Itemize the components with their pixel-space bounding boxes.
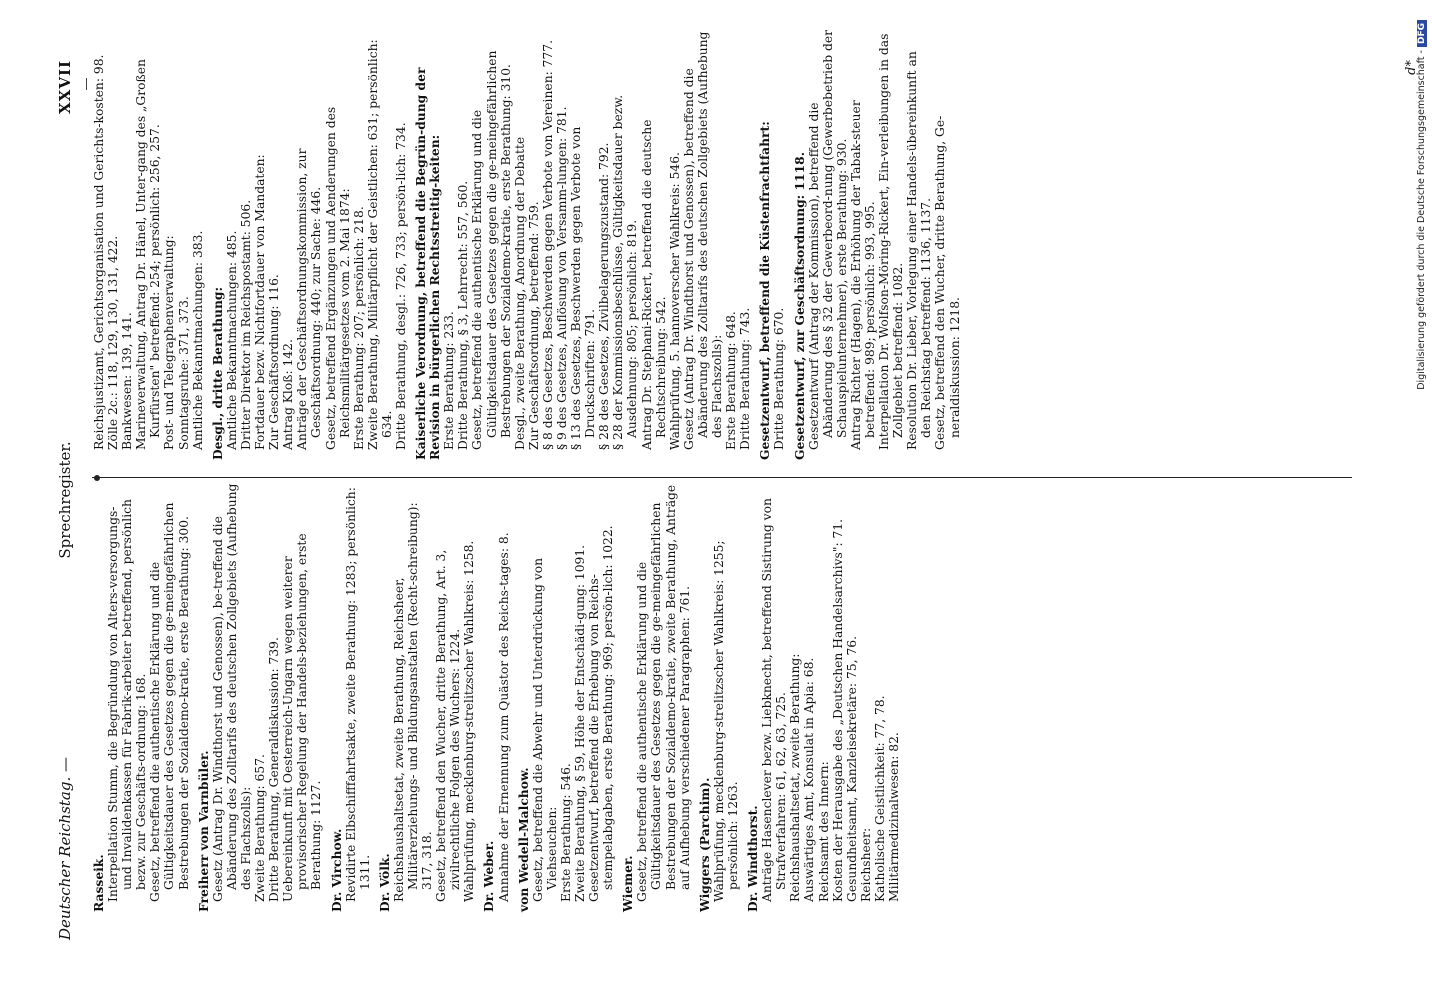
entry-heading: Dr. Windthorst. [745,805,761,912]
entry-line: Dritte Berathung: 743. [738,307,753,450]
entry-line: Gesetz, betreffend die Abwehr und Unterdrückung von Viehseuchen: [530,557,559,902]
running-head [56,60,86,940]
register-entry [414,28,752,460]
running-head-center: Sprechregister. [56,441,74,559]
register-entry [92,480,191,912]
entry-heading: Dr. Virchow. [328,828,344,912]
entry-line: Fortdauer bezw. Nichtfortdauer von Mandaten: [253,154,268,450]
entry-line: Auswärtiges Amt, Konsulat in Apia: 68. [802,657,817,902]
entry-line: Anträge der Geschäftsordnungskommission, zur Geschäftsordnung: 440; zur Sache: 446. [295,148,324,450]
entry-line: Sonntagsruhe: 371, 373. [176,296,191,450]
entry-line: Interpellation Stumm, die Begründung von Alters-versorgungs- und Invalidenkassen für Fabrik-arbeiter betreffend, persönlich bezw. zur Geschäfts-ordnung: 168. [106,499,149,902]
entry-line: Post- und Telegraphenverwaltung: [162,235,177,450]
register-entry [482,480,510,912]
entry-line: § 9 des Gesetzes, Auflösung von Versamm-lungen: 781. [555,106,569,450]
entry-line: Gesetz, betreffend den Wucher, dritte Berathung, Ge-neraldiskussion: 1218. [933,115,962,450]
entry-line: Dritte Berathung, desgl.: 726, 733; persön-lich: 734. [393,122,408,450]
entry-line: § 28 der Kommissionsbeschlüsse, Gültigkeitsdauer bezw. Ausdehnung: 805; persönlich: 819. [611,94,640,450]
entry-line: Gesetz, betreffend Ergänzungen und Aenderungen des Reichsmilitärgesetzes vom 2. Mai 1874: [323,106,352,450]
right-column [92,28,968,460]
entry-heading: Gesetzentwurf, betreffend die Küstenfrachtfahrt: [757,121,773,460]
entry-heading: Wiemer. [620,855,636,912]
entry-line: § 28 des Gesetzes, Zivilbelagerungszustand: 792. [597,142,612,450]
register-entry [517,480,616,912]
entry-line: Erste Berathung: 207; persönlich: 218. [351,206,366,450]
register-entry [746,480,901,912]
entry-line: Gesundheitsamt, Kanzleisekretäre: 75, 76. [844,635,859,902]
entry-line: Kosten der Herausgabe des „Deutschen Handelsarchivs": 71. [830,518,845,902]
entry-heading: Kaiserliche Verordnung, betreffend die Begrün-dung der Revision in bürgerlichen Rechtsstreitig-keiten: [413,67,443,460]
entry-line: § 13 des Gesetzes, Beschwerden gegen Verbote von Druckschriften: 791. [569,126,598,450]
entry-line: Amtliche Bekanntmachungen: 383. [190,230,205,450]
entry-line: Wahlprüfung, mecklenburg-strelitzscher Wahlkreis: 1258. [462,540,477,902]
entry-line: Dritte Berathung, Generaldiskussion: 739. [267,637,282,902]
entry-line: Amtliche Bekanntmachungen: 485. [224,230,239,450]
entry-line: Gesetz, betreffend die authentische Erklärung und die Gültigkeitsdauer des Gesetzes gegen die ge-meingefährlichen Bestrebungen der Sozialdemo-kratie, erste Berathung: 300. [148,502,191,902]
entry-line: Marineverwaltung, Antrag Dr. Hänel, Unter-gang des „Großen Kurfürsten" betreffend: 254; persönlich: 256, 257. [134,59,163,450]
column-rule-dot [94,475,100,481]
dfg-credit-text: Digitalisierung gefördert durch die Deutsche Forschungsgemeinschaft - [1416,50,1427,390]
entry-line: Antrag Richter (Hagen), die Erhöhung der Tabak-steuer betreffend: 989; persönlich: 993, 995. [848,100,877,450]
entry-line: Desgl., zweite Berathung, Anordnung der Debatte [512,136,527,450]
entry-line: Gesetz, betreffend die authentische Erklärung und die Gültigkeitsdauer des Gesetzes gegen die ge-meingefährlichen Bestrebungen der Sozialdemo-kratie, erste Berathung: 310. [470,50,513,450]
register-entry [378,480,477,912]
entry-line: Zur Geschäftsordnung, betreffend: 759. [526,201,541,450]
entry-line: Zweite Berathung, § 59, Höhe der Entschädi-gung: 1091. [573,544,587,902]
entry-line: Erste Berathung: 233. [442,311,457,450]
dfg-badge: DFG [1417,20,1427,47]
register-entry [92,28,205,460]
entry-heading: Desgl., dritte Berathung: [209,286,225,460]
entry-line: Dritte Berathung, § 3, Lehrrecht: 557, 560. [456,180,471,450]
entry-line: Annahme der Ernennung zum Quästor des Reichs-tages: 8. [496,532,511,902]
entry-line: Anträge Hasenclever bezw. Liebknecht, betreffend Sistirung von Strafverfahren: 61, 62, 63, 725. [760,498,789,902]
entry-heading: Wiggers (Parchim). [696,777,712,912]
entry-line: Wahlprüfung, mecklenburg-strelitzscher Wahlkreis: 1255; persönlich: 1263. [711,540,740,902]
running-head-left: Deutscher Reichstag. — [56,756,74,940]
entry-line: Gesetzentwurf (Antrag der Kommission), betreffend die Abänderung des § 32 der Gewerbeord-nung (Gewerbebetrieb der Schauspielunternehmer), erste Berathung: 930. [806,29,849,450]
entry-line: Reichshaushaltsetat, zweite Berathung: [788,653,803,902]
entry-line: Uebereinkunft mit Oesterreich-Ungarn wegen weiterer provisorischer Regelung der Handels-beziehungen, erste Berathung: 1127. [281,533,324,902]
entry-heading: Freiherr von Varnbüler. [195,750,211,912]
entry-heading: Dr. Völk. [376,853,392,912]
entry-line: Reichsamt des Innern: [816,761,831,902]
register-entry [621,480,691,912]
register-entry [793,28,962,460]
entry-line: § 8 des Gesetzes, Beschwerden gegen Verbote von Vereinen: 777. [540,39,555,450]
entry-line: Zölle 2c.: 118, 129, 130, 131, 422. [106,235,121,450]
signature-mark: d* [1404,60,1419,75]
entry-line: Reichsheer: [858,827,873,902]
entry-line: Antrag Kloß: 142. [281,339,296,450]
entry-line: Katholische Geistlichkeit: 77, 78. [872,695,887,902]
left-column [92,480,907,912]
entry-line: Interpellation Dr. Wolfson-Möring-Rickert, Ein-verleibungen in das Zollgebiet betreffend: 1082. [877,33,906,450]
entry-heading: Rasseik. [91,854,106,912]
register-entry [211,28,408,460]
entry-line: Gesetz, betreffend den Wucher, dritte Berathung, Art. 3, zivilrechtliche Folgen des Wuchers: 1224. [434,549,463,902]
column-rule [92,477,1352,478]
entry-heading: von Wedell-Malchow. [515,767,531,912]
entry-heading: Dr. Weber. [481,840,497,912]
register-entry [698,480,740,912]
entry-line: Dritte Berathung: 670. [772,307,787,450]
entry-line: Erste Berathung: 648. [724,311,739,450]
entry-line: Zweite Berathung, Militärpflicht der Geistlichen: 631; persönlich: 634. [365,39,394,450]
entry-line: Gesetz (Antrag Dr. Windthorst und Genossen), be-treffend die Abänderung des Zolltarifs des deutschen Zollgebiets (Aufhebung des Flachszolls): [210,483,253,902]
dfg-credit-line [1416,20,1430,1000]
entry-heading: Gesetzentwurf, zur Geschäftsordnung: 1118. [791,151,807,460]
entry-line: Dritter Direktor im Reichspostamt: 506. [238,199,253,450]
entry-line: Zweite Berathung: 657. [253,754,268,902]
entry-line: Erste Berathung: 546. [558,763,573,902]
page-number-underline [86,78,87,90]
entry-line: Wahlprüfung, 5. hannoverscher Wahlkreis: 546. [667,152,682,450]
register-entry [197,480,324,912]
entry-line: Resolution Dr. Lieber, Vorlegung einer Handels-übereinkunft an den Reichstag betreffend: 1136, 1137. [905,51,934,450]
entry-line: Gesetzentwurf, betreffend die Erhebung von Reichs-stempelabgaben, erste Berathung: 969; persön-lich: 1022. [587,525,616,902]
entry-line: Revidirte Elbschifffahrtsakte, zweite Berathung: 1283; persönlich: 1311. [343,487,372,902]
entry-line: Zur Geschäftsordnung: 116. [267,274,282,450]
entry-line: Antrag Dr. Stephani-Rickert, betreffend die deutsche Rechtschreibung: 542. [639,119,668,450]
entry-line: Reichsjustizamt, Gerichtsorganisation und Gerichts-kosten: 98. [92,54,106,450]
entry-line: Gesetz (Antrag Dr. Windthorst und Genossen), betreffend die Abänderung des Zolltarifs des deutschen Zollgebiets (Aufhebung des Flachszolls): [681,31,725,450]
register-entry [758,28,786,460]
register-entry [330,480,372,912]
entry-line: Reichshaushaltsetat, zweite Berathung, Reichsheer, Militärerziehungs- und Bildungsanstalten (Recht-schreibung): 317, 318. [391,502,435,902]
entry-line: Gesetz, betreffend die authentische Erklärung und die Gültigkeitsdauer des Gesetzes gegen die ge-meingefährlichen Bestrebungen der Sozialdemo-kratie, zweite Berathung, Anträge auf Aufhebung verschiedener Paragraphen: 761. [635,484,692,902]
entry-line: Bankwesen: 139, 141. [120,312,135,450]
entry-line: Militärmedizinalwesen: 82. [886,732,901,902]
page-number: XXVII [56,60,74,114]
